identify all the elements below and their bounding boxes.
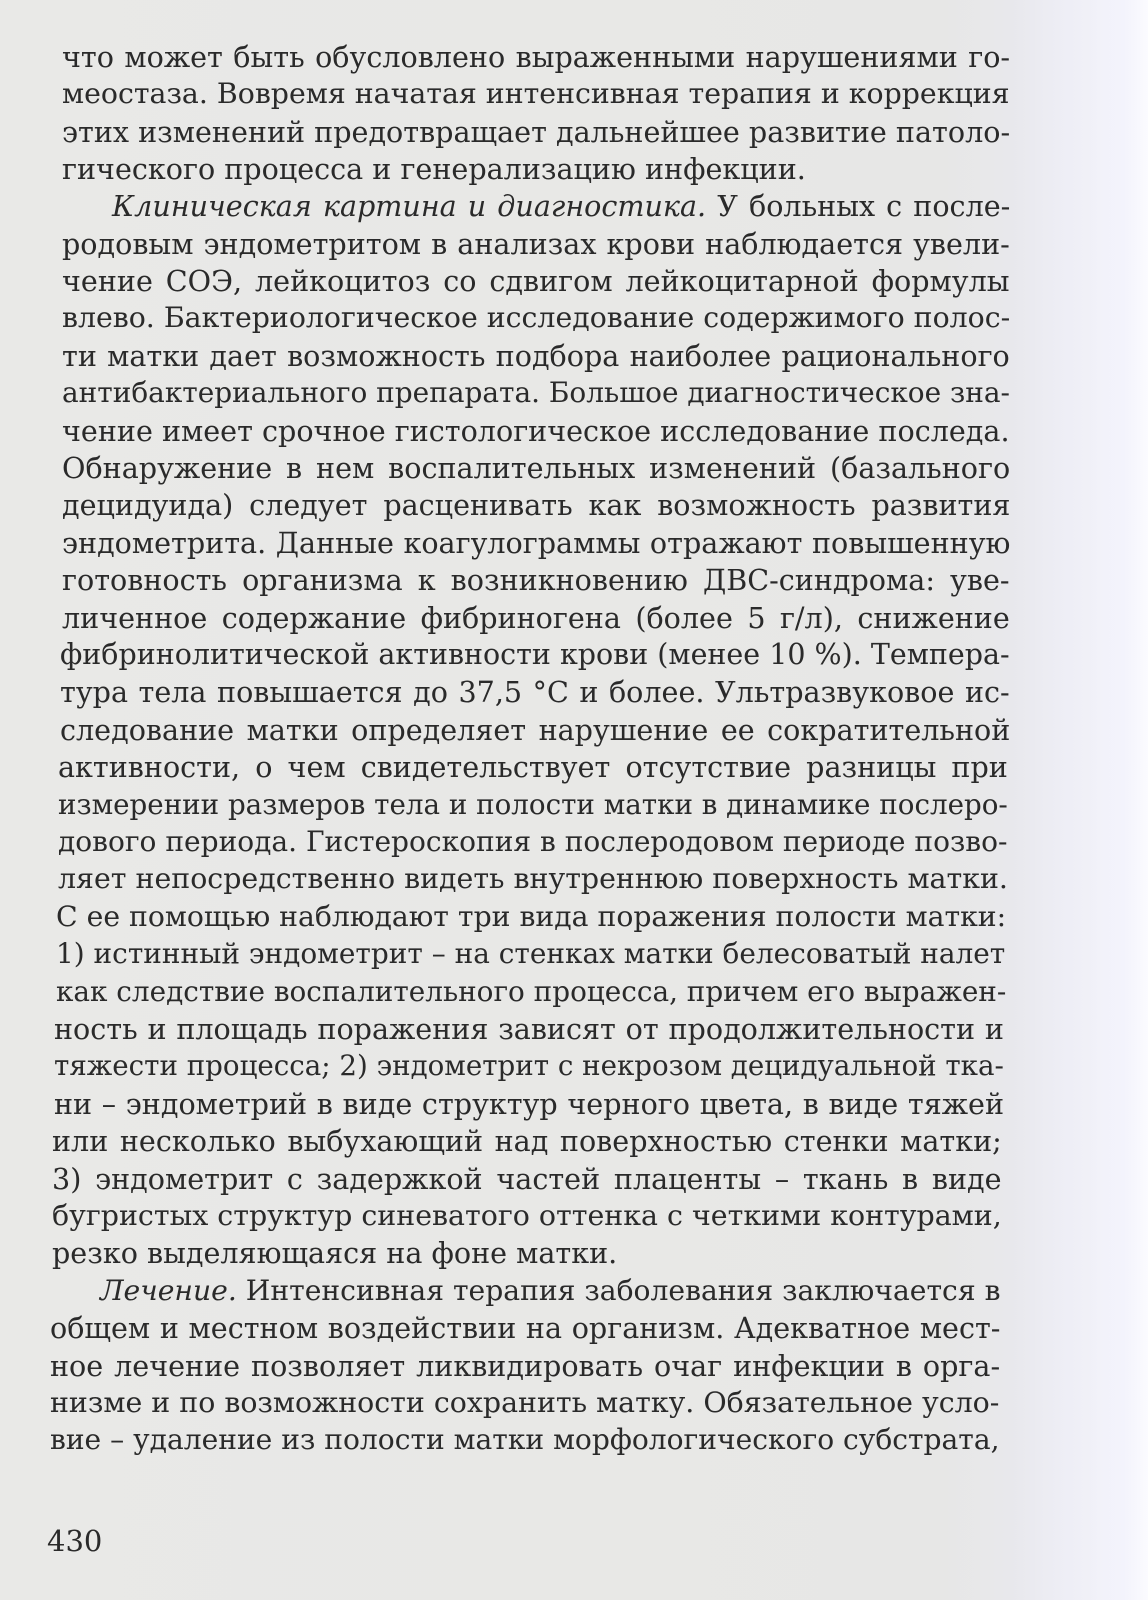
text-line: ни – эндометрий в виде структур черного цвета, в виде тяжей [54, 1087, 1005, 1121]
text-line: фибринолитической активности крови (менее 10 %). Темпера- [60, 638, 1010, 671]
text-line: Клиническая картина и диагностика. У больных с после- [112, 189, 1011, 223]
text-line: активности, о чем свидетельствует отсутствие разницы при [58, 750, 1008, 784]
section-heading-treatment: Лечение. [100, 1274, 237, 1307]
text-line: влево. Бактериологическое исследование содержимого полос- [62, 301, 1011, 334]
text-line: 1) истинный эндометрит – на стенках матки белесоватый налет [56, 937, 1006, 970]
text-line: гического процесса и генерализацию инфекции. [62, 152, 806, 186]
text-line: децидуида) следует расценивать как возможность развития [62, 488, 1011, 522]
text-line: чение имеет срочное гистологическое исследование последа. [62, 414, 1010, 448]
text-line: измерении размеров тела и полости матки в динамике послеро- [58, 788, 1008, 821]
section-heading-clinical: Клиническая картина и диагностика. [112, 189, 707, 223]
text-line: антибактериального препарата. Большое диагностическое зна- [62, 376, 1010, 409]
text-line: родовым эндометритом в анализах крови наблюдается увели- [62, 227, 1010, 261]
text-line: что может быть обусловлено выраженными нарушениями го- [62, 40, 1011, 74]
text-line: С ее помощью наблюдают три вида поражения полости матки: [56, 900, 1007, 933]
text-line: меостаза. Вовремя начатая интенсивная терапия и коррекция [62, 77, 1010, 110]
page-number: 430 [47, 1524, 103, 1558]
text-line: этих изменений предотвращает дальнейшее развитие патоло- [62, 115, 1011, 149]
text-line: ность и площадь поражения зависят от продолжительности и [54, 1012, 1004, 1046]
text-line: резко выделяющаяся на фоне матки. [52, 1236, 618, 1270]
text-line: низме и по возможности сохранить матку. Обязательное усло- [50, 1386, 1000, 1419]
text-line: следование матки определяет нарушение ее сократительной [60, 713, 1011, 747]
text-line: ляет непосредственно видеть внутреннюю поверхность матки. [58, 862, 1008, 895]
text-line: Обнаружение в нем воспалительных изменений (базального [62, 451, 1011, 485]
text-line: 3) эндометрит с задержкой частей плаценты – ткань в виде [52, 1162, 1002, 1196]
text-line: личенное содержание фибриногена (более 5 г/л), снижение [62, 601, 1010, 635]
text-line: тяжести процесса; 2) эндометрит с некрозом децидуальной тка- [54, 1049, 1004, 1082]
text-line: чение СОЭ, лейкоцитоз со сдвигом лейкоцитарной формулы [62, 264, 1010, 298]
text-line: эндометрита. Данные коагулограммы отражают повышенную [62, 526, 1011, 560]
text-line: вие – удаление из полости матки морфологического субстрата, [50, 1423, 1000, 1456]
text-line: или несколько выбухающий над поверхностью стенки матки; [52, 1124, 1002, 1158]
text-line: готовность организма к возникновению ДВС-синдрома: уве- [62, 563, 1010, 597]
text-line: общем и местном воздействии на организм. Адекватное мест- [50, 1311, 1001, 1345]
text-line: Лечение. Интенсивная терапия заболевания заключается в [100, 1274, 1001, 1307]
text-line: бугристых структур синеватого оттенка с четкими контурами, [52, 1199, 1002, 1232]
page-spine-shadow [1088, 0, 1148, 1600]
text-line: ное лечение позволяет ликвидировать очаг инфекции в орга- [50, 1349, 1001, 1383]
text-line: дового периода. Гистероскопия в послеродовом периоде позво- [58, 825, 1008, 858]
text-line: ти матки дает возможность подбора наиболее рационального [62, 339, 1010, 373]
text-line: как следствие воспалительного процесса, причем его выражен- [56, 975, 1007, 1008]
text-line: тура тела повышается до 37,5 °С и более. Ультразвуковое ис- [60, 675, 1010, 709]
